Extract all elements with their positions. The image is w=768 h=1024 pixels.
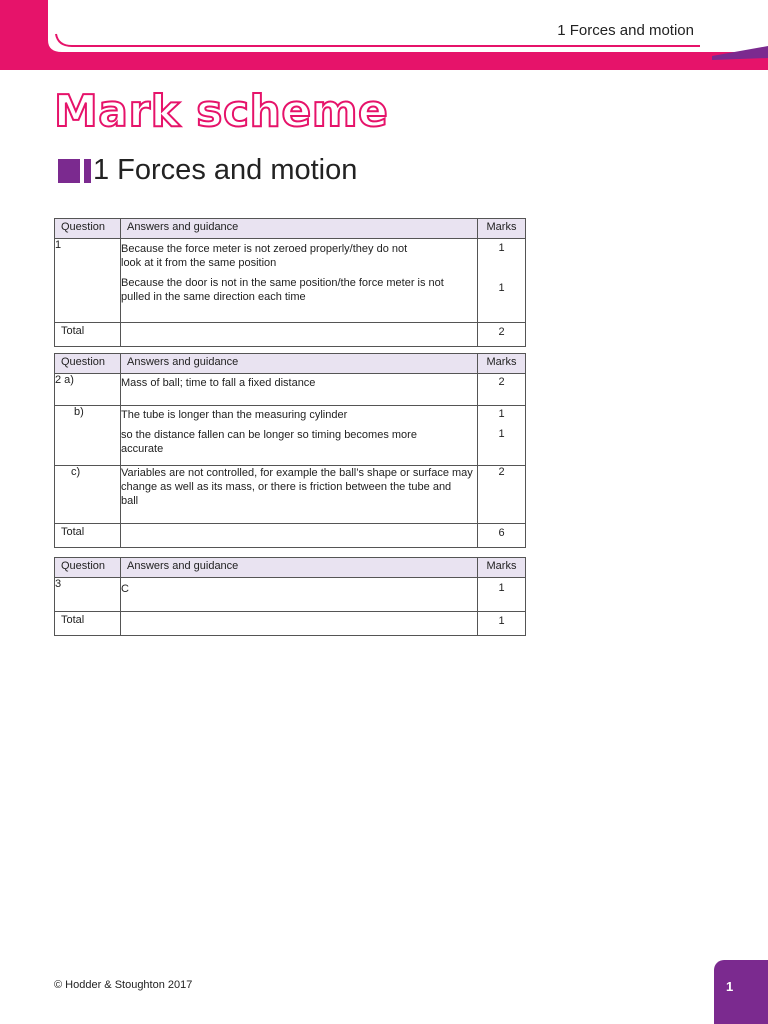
table-row bbox=[55, 466, 526, 524]
answer-line: ball bbox=[121, 495, 139, 507]
table-row bbox=[55, 578, 526, 612]
question-cell: 1 bbox=[55, 239, 121, 323]
mark-table-2 bbox=[54, 353, 526, 548]
answer-line: Mass of ball; time to fall a fixed distance bbox=[121, 377, 316, 389]
total-row bbox=[55, 524, 526, 548]
total-marks: 1 bbox=[478, 612, 526, 636]
mark-value: 2 bbox=[498, 466, 505, 478]
marks-header: Marks bbox=[478, 354, 526, 374]
page-number-tab bbox=[714, 960, 768, 1024]
chapter-heading bbox=[58, 154, 357, 187]
table-header-row bbox=[55, 558, 526, 578]
answer-line: Because the force meter is not zeroed properly/they do not bbox=[121, 243, 408, 255]
marks-cell bbox=[478, 374, 526, 406]
question-cell: 2 a) bbox=[55, 374, 121, 406]
total-label: Total bbox=[55, 323, 121, 347]
answer-line: Because the door is not in the same position/the force meter is not bbox=[121, 277, 444, 289]
answer-cell bbox=[121, 239, 478, 323]
answer-line: accurate bbox=[121, 443, 164, 455]
total-label: Total bbox=[55, 612, 121, 636]
page-number: 1 bbox=[726, 979, 734, 994]
copyright-footer: © Hodder & Stoughton 2017 bbox=[54, 979, 193, 991]
table-row bbox=[55, 239, 526, 323]
answer-cell bbox=[121, 374, 478, 406]
total-marks: 6 bbox=[478, 524, 526, 548]
running-head: 1 Forces and motion bbox=[557, 22, 694, 39]
answers-header: Answers and guidance bbox=[121, 354, 478, 374]
mark-value: 1 bbox=[498, 282, 505, 294]
total-label: Total bbox=[55, 524, 121, 548]
total-row bbox=[55, 612, 526, 636]
chapter-square-icon bbox=[58, 159, 80, 183]
total-marks: 2 bbox=[478, 323, 526, 347]
marks-cell bbox=[478, 239, 526, 323]
marks-header: Marks bbox=[478, 219, 526, 239]
answer-line: change as well as its mass, or there is friction between the tube and bbox=[121, 481, 452, 493]
total-row bbox=[55, 323, 526, 347]
table-header-row bbox=[55, 219, 526, 239]
mark-table-3 bbox=[54, 557, 526, 636]
chapter-bar-icon bbox=[84, 159, 91, 183]
question-cell: c) bbox=[55, 466, 121, 524]
mark-value: 1 bbox=[498, 428, 505, 440]
question-cell: b) bbox=[55, 406, 121, 466]
table-header-row bbox=[55, 354, 526, 374]
table-row bbox=[55, 406, 526, 466]
answer-line: look at it from the same position bbox=[121, 257, 277, 269]
answer-cell bbox=[121, 466, 478, 524]
page-title: Mark scheme bbox=[54, 86, 389, 137]
mark-value: 1 bbox=[498, 408, 505, 420]
marks-cell bbox=[478, 578, 526, 612]
answer-line: The tube is longer than the measuring cylinder bbox=[121, 409, 348, 421]
answer-cell bbox=[121, 406, 478, 466]
marks-cell bbox=[478, 466, 526, 524]
marks-cell bbox=[478, 406, 526, 466]
answers-header: Answers and guidance bbox=[121, 219, 478, 239]
mark-value: 1 bbox=[498, 242, 505, 254]
answers-header: Answers and guidance bbox=[121, 558, 478, 578]
answer-line: so the distance fallen can be longer so timing becomes more bbox=[121, 429, 417, 441]
mark-value: 1 bbox=[498, 582, 505, 594]
question-header: Question bbox=[55, 558, 121, 578]
question-header: Question bbox=[55, 354, 121, 374]
table-row bbox=[55, 374, 526, 406]
answer-line: pulled in the same direction each time bbox=[121, 291, 306, 303]
answer-line: Variables are not controlled, for example the ball’s shape or surface may bbox=[121, 467, 473, 479]
question-header: Question bbox=[55, 219, 121, 239]
marks-header: Marks bbox=[478, 558, 526, 578]
question-cell: 3 bbox=[55, 578, 121, 612]
answer-cell bbox=[121, 578, 478, 612]
chapter-title: 1 Forces and motion bbox=[93, 154, 358, 186]
mark-table-1 bbox=[54, 218, 526, 347]
answer-line: C bbox=[121, 583, 129, 595]
mark-value: 2 bbox=[498, 376, 505, 388]
